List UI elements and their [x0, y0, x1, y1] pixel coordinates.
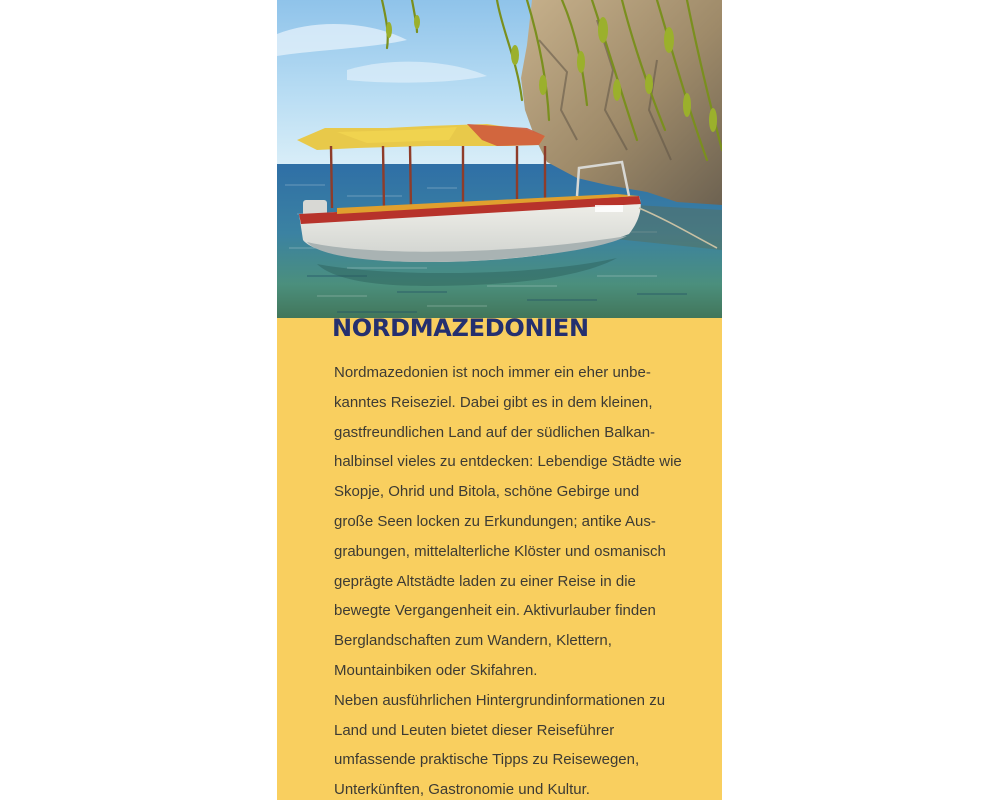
description-line: Skopje, Ohrid und Bitola, schöne Gebirge und [334, 483, 640, 501]
description-line: Unterkünften, Gastronomie und Kultur. [334, 781, 590, 799]
description-line: Mountainbiken oder Skifahren. [334, 661, 538, 679]
description-line: Berglandschaften zum Wandern, Klettern, [334, 632, 612, 650]
description-line: umfassende praktische Tipps zu Reisewegen, [334, 751, 640, 769]
description-line: bewegte Vergangenheit ein. Aktivurlauber finden [334, 602, 656, 620]
description-line: kanntes Reiseziel. Dabei gibt es in dem kleinen, [334, 393, 653, 411]
description-line: Nordmazedonien ist noch immer ein eher unbe- [334, 364, 651, 381]
description-line: gastfreundlichen Land auf der südlichen Balkan- [334, 423, 656, 441]
description-line: geprägte Altstädte laden zu einer Reise in die [334, 572, 636, 590]
description-text [334, 358, 714, 800]
description-line: große Seen locken zu Erkundungen; antike Aus- [334, 512, 656, 530]
boat-name-plate [595, 205, 623, 212]
description-line: halbinsel vieles zu entdecken: Lebendige Städte wie [334, 453, 682, 471]
book-title: NORDMAZEDONIEN [332, 314, 589, 342]
description-line: grabungen, mittelalterliche Klöster und osmanisch [334, 542, 666, 560]
description-line: Neben ausführlichen Hintergrundinformationen zu [334, 691, 666, 709]
book-back-cover [277, 0, 722, 800]
description-line: Land und Leuten bietet dieser Reiseführer [334, 721, 615, 739]
cover-photo-boat [277, 0, 722, 318]
